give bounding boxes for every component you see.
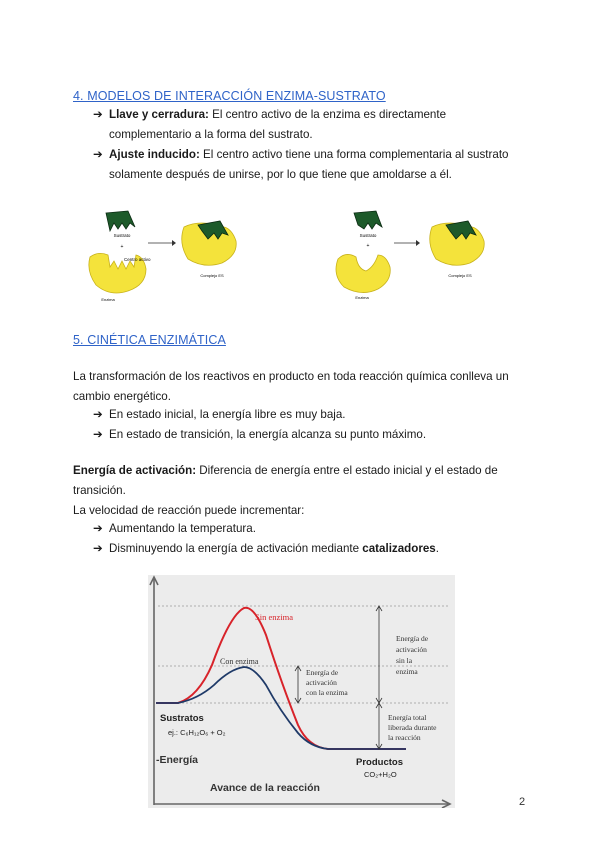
energy-diagram-svg	[148, 575, 455, 808]
intro-paragraph	[73, 367, 533, 407]
bullet-bold: Llave y cerradura:	[109, 108, 209, 121]
bullet-continuation: solamente después de unirse, por lo que tiene que amoldarse a él.	[109, 168, 452, 181]
label-ea-con-3: con la enzima	[306, 688, 348, 697]
enzyme-shape	[336, 254, 390, 292]
substrate-label: Sustrato	[113, 233, 131, 238]
page-number: 2	[519, 796, 526, 808]
bullet-tail: .	[435, 542, 439, 555]
label-ea-con-1: Energía de	[306, 668, 339, 677]
bullet-text: El centro activo tiene una forma complementaria al sustrato	[199, 148, 509, 161]
bullet-continuation: complementario a la forma del sustrato.	[109, 128, 313, 141]
bullet-llave-cerradura	[93, 105, 533, 145]
activation-definition: Diferencia de energía entre el estado inicial y el estado de	[196, 464, 498, 477]
substrate-shape	[106, 211, 135, 231]
arrow-head	[172, 240, 176, 246]
x-axis-label: Avance de la reacción	[210, 782, 320, 794]
label-total-3: la reacción	[388, 733, 421, 742]
intro-line-1: La transformación de los reactivos en producto en toda reacción química conlleva un	[73, 370, 509, 383]
activation-paragraph	[73, 461, 533, 521]
label-total-1: Energía total	[388, 713, 427, 722]
plus-label: +	[120, 244, 124, 250]
arrow-head	[416, 240, 420, 246]
bullet-text: En estado inicial, la energía libre es muy baja.	[109, 408, 346, 421]
label-ea-sin-1: Energía de	[396, 634, 429, 643]
induced-fit-model	[336, 211, 484, 300]
label-productos: Productos	[356, 757, 403, 768]
enzyme-label: Enzima	[355, 295, 369, 300]
label-sustratos: Sustratos	[160, 713, 204, 724]
bullet-temperatura	[93, 519, 533, 539]
arrow-icon: ➔	[93, 522, 103, 535]
bullet-bold: Ajuste inducido:	[109, 148, 200, 161]
arrow-icon: ➔	[93, 108, 103, 121]
bullet-text: En estado de transición, la energía alcanza su punto máximo.	[109, 428, 427, 441]
bullet-text: Aumentando la temperatura.	[109, 522, 256, 535]
bullet-text: El centro activo de la enzima es directamente	[208, 108, 447, 121]
active-site-label: Centro activo	[124, 257, 151, 262]
arrow-icon: ➔	[93, 408, 103, 421]
label-ea-con-2: activación	[306, 678, 337, 687]
label-con-enzima: Con enzima	[220, 657, 259, 666]
intro-line-2: cambio energético.	[73, 390, 171, 403]
label-ea-sin-2: activación	[396, 645, 427, 654]
arrow-icon: ➔	[93, 148, 103, 161]
substrate-label: Sustrato	[359, 233, 377, 238]
rate-line: La velocidad de reacción puede incrementar:	[73, 504, 305, 517]
bullet-ajuste-inducido	[93, 145, 533, 185]
bullet-catalizadores	[93, 539, 533, 559]
label-ea-sin-4: enzima	[396, 667, 418, 676]
plus-label: +	[366, 243, 370, 249]
arrow-icon: ➔	[93, 428, 103, 441]
lock-key-model	[89, 211, 236, 302]
energy-diagram	[148, 575, 455, 808]
activation-line-2: transición.	[73, 484, 126, 497]
complex-label: Complejo ES	[200, 273, 224, 278]
enzyme-models-diagram	[80, 205, 520, 305]
label-sustratos-formula: ej.: C₆H₁₂O₆ + O₂	[168, 728, 226, 737]
arrow-icon: ➔	[93, 542, 103, 555]
label-total-2: liberada durante	[388, 723, 437, 732]
activation-term: Energía de activación:	[73, 464, 197, 477]
label-sin-enzima: Sin enzima	[255, 612, 294, 622]
enzyme-label: Enzima	[101, 297, 115, 302]
label-productos-formula: CO₂+H₂O	[364, 770, 397, 779]
section-4-heading: 4. MODELOS DE INTERACCIÓN ENZIMA-SUSTRATO	[73, 89, 386, 103]
bullet-text: Disminuyendo la energía de activación mediante	[109, 542, 363, 555]
bullet-bold: catalizadores	[362, 542, 436, 555]
complex-label: Complejo ES	[448, 273, 472, 278]
bullet-estado-transicion	[93, 425, 533, 445]
section-5-heading: 5. CINÉTICA ENZIMÁTICA	[73, 333, 226, 347]
y-axis-label: -Energía	[156, 754, 199, 766]
substrate-shape	[354, 211, 382, 229]
label-ea-sin-3: sin la	[396, 656, 413, 665]
bullet-estado-inicial	[93, 405, 533, 425]
